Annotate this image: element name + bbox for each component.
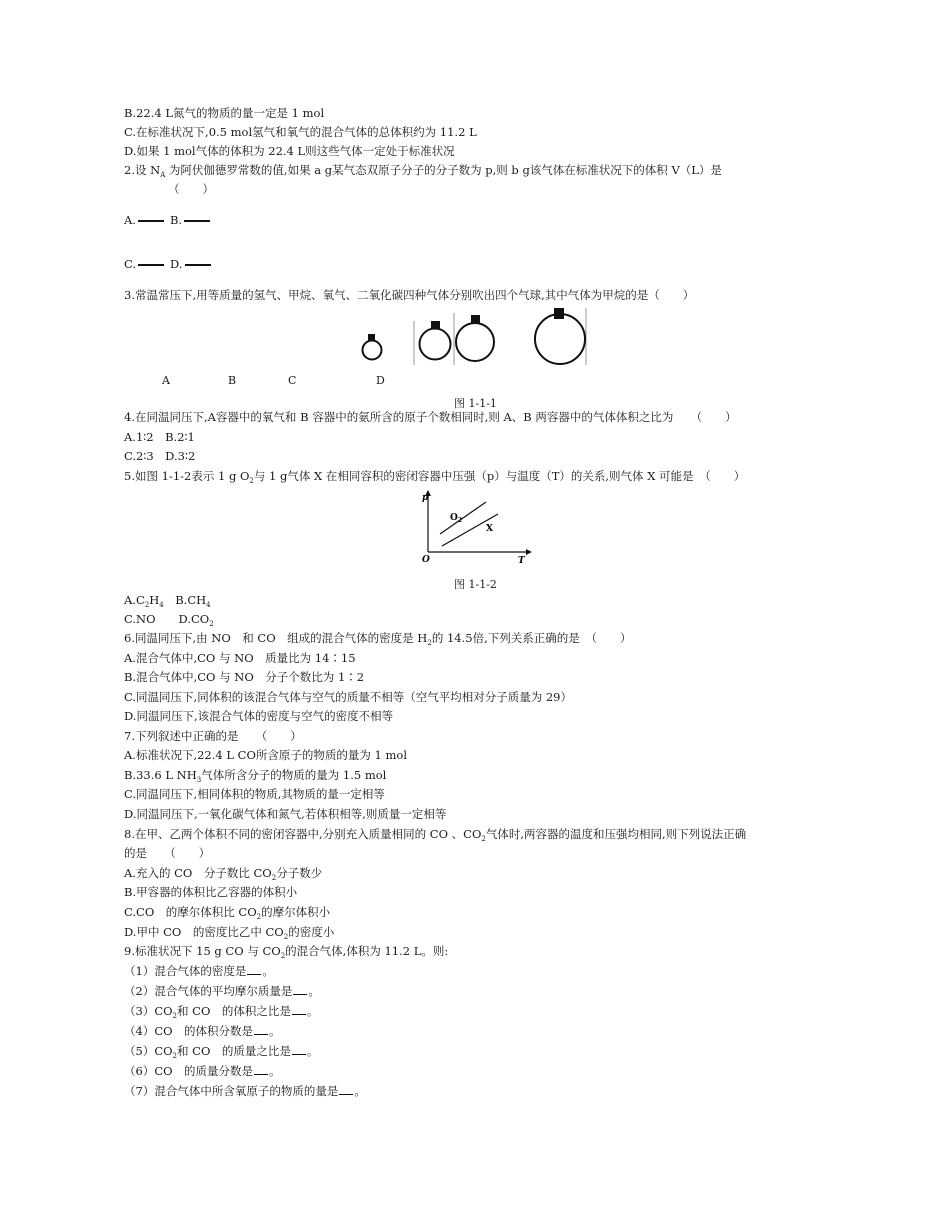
balloon-a	[363, 341, 382, 360]
answer-blank	[339, 1085, 353, 1095]
answer-blank	[247, 965, 261, 975]
q8-option-a: A.充入的 CO 分子数比 $CO_2$分子数少	[124, 866, 323, 882]
q7-option-a: A.标准状况下,22.4 L CO所含原子的物质的量为 1 mol	[124, 748, 408, 762]
origin-label: O	[422, 555, 430, 564]
q2-options-cd: C. D.	[124, 257, 217, 271]
q2-stem: 2.设 $N_A$ 为阿伏伽德罗常数的值,如果 a g某气态双原子分子的分子数为 p,则 b g该气体在标准状况下的体积 V（L）是	[124, 163, 722, 179]
q6-option-c: C.同温同压下,同体积的该混合气体与空气的质量不相等（空气平均相对分子质量为 29）	[124, 690, 572, 704]
answer-blank	[293, 985, 307, 995]
balloon-label-c: C	[288, 374, 297, 387]
figure-caption-1: 图 1-1-1	[454, 397, 497, 410]
q9-sub-4: （4）CO 的体积分数是 。	[124, 1024, 281, 1038]
balloons-figure	[358, 308, 590, 368]
q9-sub-3: $(3)CO_2$和 CO 的体积之比是 。	[124, 1004, 319, 1020]
q9-sub-5: $(5)CO_2$和 CO 的质量之比是 。	[124, 1044, 319, 1060]
q2-options-ab: A. B.	[124, 213, 216, 227]
q3-stem: 3.常温常压下,用等质量的氢气、甲烷、氧气、二氧化碳四种气体分别吹出四个气球,其中气体为甲烷的是（ ）	[124, 288, 695, 302]
q9-sub-7: （7）混合气体中所含氧原子的物质的量是 。	[124, 1084, 366, 1098]
q5-stem: 5.如图 1-1-2表示 1 g $O_2$与 1 g气体 X 在相同容积的密闭容器中压强（p）与温度（T）的关系,则气体 X 可能是 （ ）	[124, 469, 746, 485]
x-curve-label: X	[486, 524, 493, 534]
q9-sub-1: （1）混合气体的密度是 。	[124, 964, 274, 978]
answer-blank	[292, 1045, 306, 1055]
q8-stem: 8.在甲、乙两个体积不同的密闭容器中,分别充入质量相同的 CO 、$CO_2$气体时,两容器的温度和压强均相同,则下列说法正确	[124, 827, 747, 843]
o2-line	[440, 502, 486, 534]
q5-options-ab: $A.C_2H_4$ $B.CH_4$	[124, 593, 211, 609]
q9-sub-6: （6）CO 的质量分数是 。	[124, 1064, 281, 1078]
answer-blank	[254, 1025, 268, 1035]
q8-stem-cont: 的是 （ ）	[124, 846, 211, 860]
q4-stem: 4.在同温同压下,A容器中的氧气和 B 容器中的氨所含的原子个数相同时,则 A、B 两容器中的气体体积之比为 （ ）	[124, 410, 737, 424]
fraction-bar	[185, 264, 211, 266]
o2-curve-label: $O_2$	[450, 513, 463, 524]
q1-option-c: C.在标准状况下,0.5 mol氢气和氧气的混合气体的总体积约为 11.2 L	[124, 125, 477, 139]
balloon-label-b: B	[228, 374, 237, 387]
balloon-c	[456, 323, 494, 361]
q8-option-c: C.CO 的摩尔体积比 $CO_2$的摩尔体积小	[124, 905, 331, 921]
q8-option-d: D.甲中 CO 的密度比乙中 $CO_2$的密度小	[124, 925, 335, 941]
q7-option-d: D.同温同压下,一氧化碳气体和氮气,若体积相等,则质量一定相等	[124, 807, 447, 821]
fraction-bar	[184, 220, 210, 222]
p-axis-label: p	[422, 493, 429, 503]
q4-options-cd: C.2∶3 D.3∶2	[124, 449, 196, 463]
q9-sub-2: （2）混合气体的平均摩尔质量是 。	[124, 984, 320, 998]
q7-stem: 7.下列叙述中正确的是 （ ）	[124, 729, 302, 743]
fraction-bar	[138, 220, 164, 222]
q7-option-b: B.33.6 L $NH_3$气体所含分子的物质的量为 1.5 mol	[124, 768, 387, 784]
q6-option-a: A.混合气体中,CO 与 NO 质量比为 14∶15	[124, 651, 356, 665]
q9-stem: 9.标准状况下 15 g CO 与 $CO_2$的混合气体,体积为 11.2 L。则:	[124, 944, 449, 960]
q4-options-ab: A.1∶2 B.2∶1	[124, 430, 195, 444]
balloon-b	[420, 329, 451, 360]
q5-options-cd: C.NO $D.CO_2$	[124, 612, 214, 628]
q6-stem: 6.同温同压下,由 NO 和 CO 组成的混合气体的密度是 $H_2$的 14.5倍,下列关系正确的是 （ ）	[124, 631, 632, 647]
pressure-temperature-graph	[422, 488, 532, 564]
balloon-label-d: D	[376, 374, 385, 387]
balloon-label-a: A	[162, 374, 170, 387]
q1-option-b: B.22.4 L氮气的物质的量一定是 1 mol	[124, 106, 325, 120]
t-axis-label: T	[518, 556, 525, 564]
q6-option-b: B.混合气体中,CO 与 NO 分子个数比为 1∶2	[124, 670, 365, 684]
t-axis-arrow	[526, 549, 532, 555]
balloon-d	[535, 314, 585, 364]
figure-caption-2: 图 1-1-2	[454, 578, 497, 591]
fraction-bar	[138, 264, 164, 266]
answer-blank	[292, 1005, 306, 1015]
q7-option-c: C.同温同压下,相同体积的物质,其物质的量一定相等	[124, 787, 385, 801]
answer-blank	[254, 1065, 268, 1075]
q6-option-d: D.同温同压下,该混合气体的密度与空气的密度不相等	[124, 709, 394, 723]
q1-option-d: D.如果 1 mol气体的体积为 22.4 L则这些气体一定处于标准状况	[124, 144, 455, 158]
q2-paren: （ ）	[168, 182, 214, 196]
q8-option-b: B.甲容器的体积比乙容器的体积小	[124, 885, 298, 899]
